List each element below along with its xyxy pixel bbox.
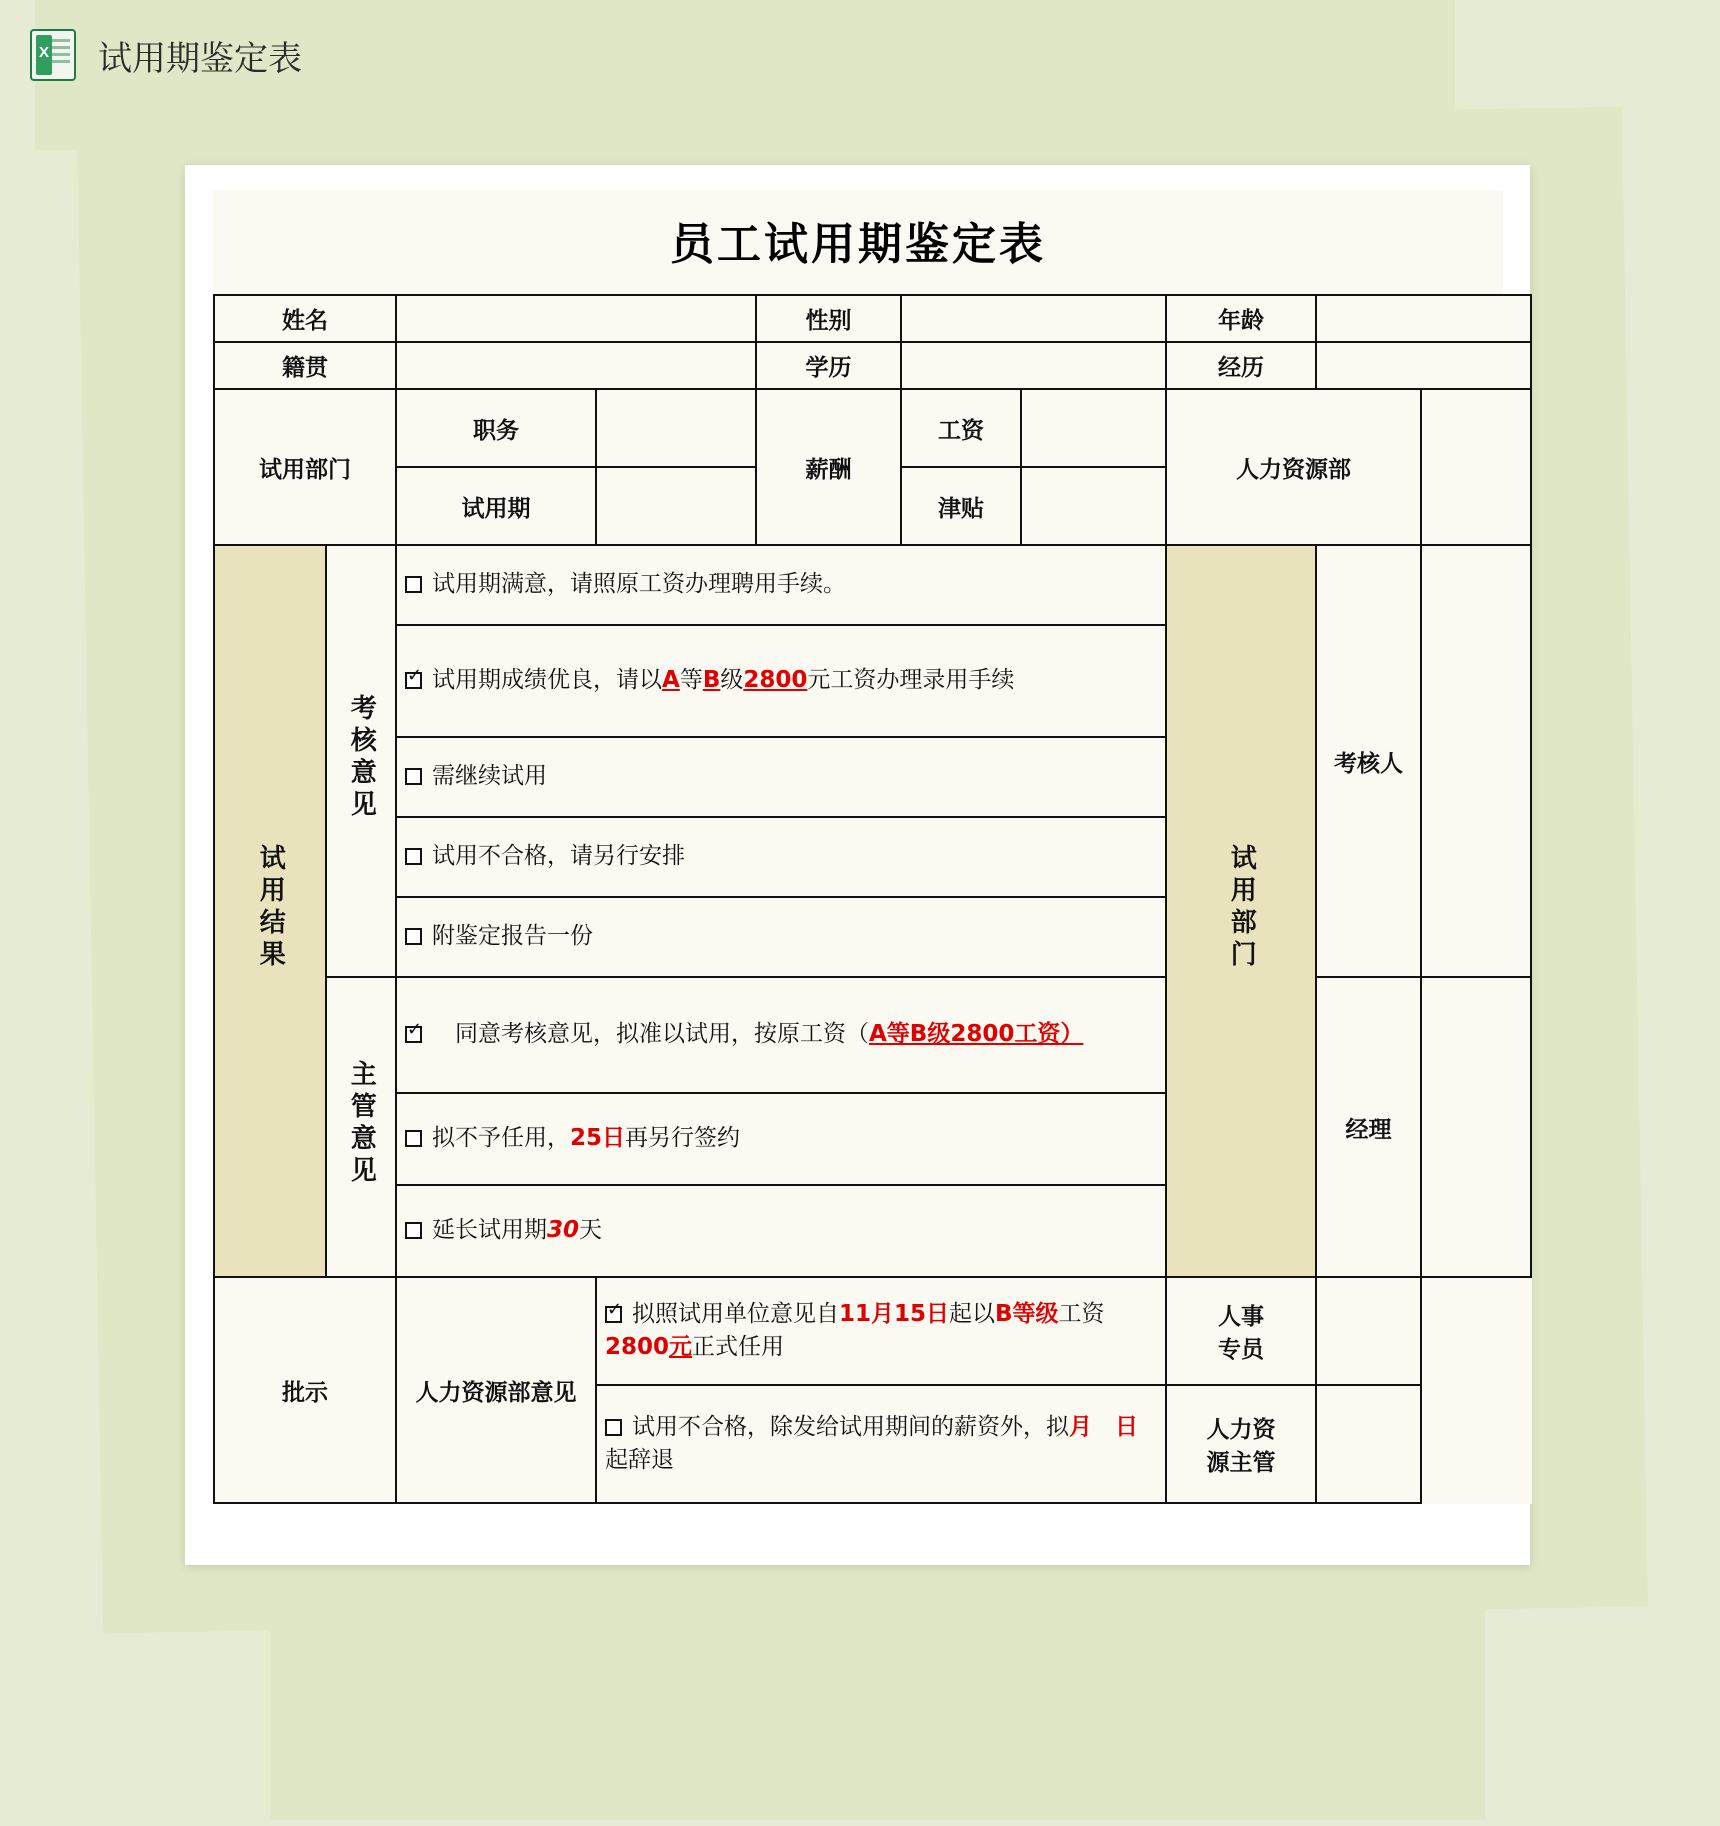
label-trial-dept-side: 试用部门 [1166, 545, 1316, 1277]
field-probation-period[interactable] [596, 467, 756, 545]
label-hr-department: 人力资源部 [1166, 389, 1421, 545]
label-name: 姓名 [214, 295, 396, 342]
checkbox-appraisal-3[interactable] [405, 768, 422, 785]
appraisal-option-2-text: 试用期成绩优良，请以A等B级2800元工资办理录用手续 [432, 667, 1015, 694]
checkbox-supervisor-1[interactable] [405, 1026, 422, 1043]
field-experience[interactable] [1316, 342, 1531, 389]
appraisal-option-1[interactable] [396, 545, 1166, 625]
field-wage[interactable] [1021, 389, 1166, 467]
checkbox-appraisal-1[interactable] [405, 576, 422, 593]
document-body [213, 190, 1503, 1504]
document-title: 员工试用期鉴定表 [213, 190, 1503, 294]
supervisor-option-3-text: 延长试用期30天 [432, 1217, 603, 1244]
excel-icon-lines [52, 39, 70, 73]
checkbox-appraisal-5[interactable] [405, 928, 422, 945]
appraisal-option-3[interactable] [396, 737, 1166, 817]
checkbox-approval-2[interactable] [605, 1419, 622, 1436]
excel-file-icon [30, 29, 76, 81]
checkbox-supervisor-2[interactable] [405, 1130, 422, 1147]
label-supervisor-opinion: 主管意见 [326, 977, 396, 1277]
label-manager: 经理 [1316, 977, 1421, 1277]
appraisal-option-4[interactable] [396, 817, 1166, 897]
checkbox-appraisal-4[interactable] [405, 848, 422, 865]
label-allowance: 津贴 [901, 467, 1021, 545]
label-position: 职务 [396, 389, 596, 467]
label-wage: 工资 [901, 389, 1021, 467]
field-native-place[interactable] [396, 342, 756, 389]
field-age[interactable] [1316, 295, 1531, 342]
label-experience: 经历 [1166, 342, 1316, 389]
table-row-basic-2 [214, 342, 1531, 389]
supervisor-option-3[interactable] [396, 1185, 1166, 1277]
table-row-approval-1 [214, 1277, 1531, 1385]
label-education: 学历 [756, 342, 901, 389]
appraisal-option-2[interactable] [396, 625, 1166, 737]
field-hr-supervisor-sign[interactable] [1316, 1385, 1421, 1503]
approval-option-2-text: 试用不合格，除发给试用期间的薪资外，拟月 日起辞退 [605, 1413, 1138, 1473]
field-hr-specialist-sign[interactable] [1316, 1277, 1421, 1385]
table-row-supervisor-1 [214, 977, 1531, 1093]
supervisor-option-2-text: 拟不予任用，25日再另行签约 [432, 1125, 741, 1152]
label-probation-period: 试用期 [396, 467, 596, 545]
label-appraiser: 考核人 [1316, 545, 1421, 977]
table-row-dept-1 [214, 389, 1531, 467]
field-appraiser-sign[interactable] [1421, 545, 1531, 977]
label-hr-opinion: 人力资源部意见 [396, 1277, 596, 1503]
appraisal-option-4-text: 试用不合格，请另行安排 [432, 843, 685, 870]
field-manager-sign[interactable] [1421, 977, 1531, 1277]
field-allowance[interactable] [1021, 467, 1166, 545]
label-trial-result: 试用结果 [214, 545, 326, 1277]
supervisor-option-1[interactable] [396, 977, 1166, 1093]
field-name[interactable] [396, 295, 756, 342]
label-trial-department: 试用部门 [214, 389, 396, 545]
label-salary: 薪酬 [756, 389, 901, 545]
approval-option-1[interactable] [596, 1277, 1166, 1385]
label-hr-specialist: 人事 专员 [1166, 1277, 1316, 1385]
appraisal-option-5[interactable] [396, 897, 1166, 977]
label-age: 年龄 [1166, 295, 1316, 342]
label-gender: 性别 [756, 295, 901, 342]
page-title: 试用期鉴定表 [98, 38, 302, 79]
field-position[interactable] [596, 389, 756, 467]
approval-option-2[interactable] [596, 1385, 1166, 1503]
field-gender[interactable] [901, 295, 1166, 342]
supervisor-option-2[interactable] [396, 1093, 1166, 1185]
label-hr-supervisor: 人力资 源主管 [1166, 1385, 1316, 1503]
table-row-basic-1 [214, 295, 1531, 342]
label-appraisal-opinion: 考核意见 [326, 545, 396, 977]
approval-option-1-text: 拟照试用单位意见自11月15日起以B等级工资2800元正式任用 [605, 1300, 1105, 1360]
appraisal-option-5-text: 附鉴定报告一份 [432, 923, 593, 950]
label-native-place: 籍贯 [214, 342, 396, 389]
field-hr-department[interactable] [1421, 389, 1531, 545]
checkbox-approval-1[interactable] [605, 1306, 622, 1323]
field-education[interactable] [901, 342, 1166, 389]
checkbox-supervisor-3[interactable] [405, 1222, 422, 1239]
appraisal-form-table [213, 294, 1532, 1504]
app-header [0, 0, 1720, 110]
appraisal-option-3-text: 需继续试用 [432, 763, 547, 790]
checkbox-appraisal-2[interactable] [405, 672, 422, 689]
supervisor-option-1-text: 同意考核意见，拟准以试用，按原工资（A等B级2800工资） [432, 1021, 1084, 1048]
appraisal-option-1-text: 试用期满意，请照原工资办理聘用手续。 [432, 571, 846, 598]
label-approval: 批示 [214, 1277, 396, 1503]
table-row-appraisal-1 [214, 545, 1531, 625]
